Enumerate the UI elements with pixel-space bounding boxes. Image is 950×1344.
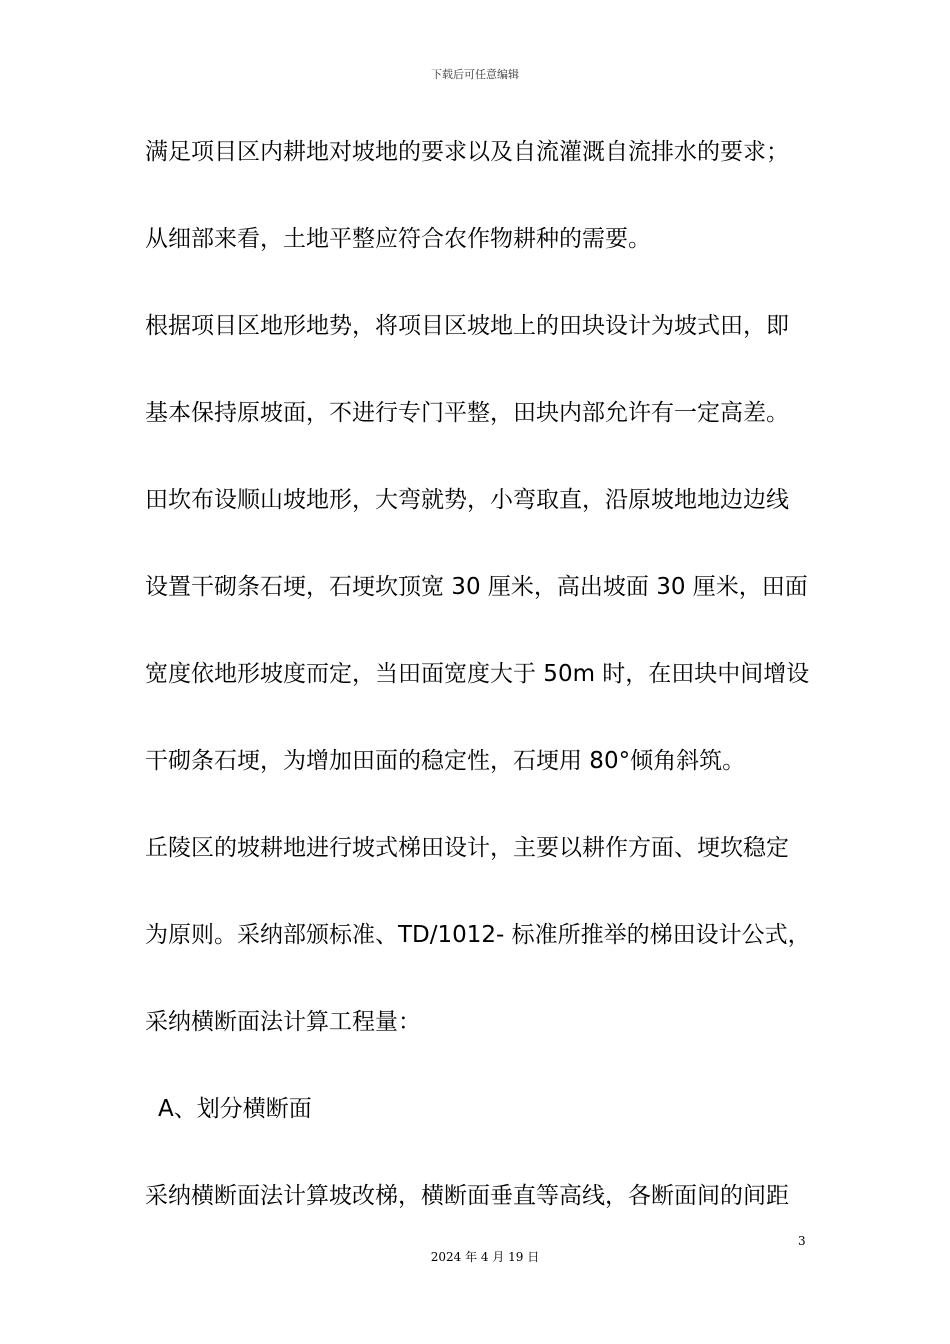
page-number: 3 — [798, 1234, 806, 1248]
body-line: 基本保持原坡面，不进行专门平整，田块内部允许有一定高差。 — [145, 400, 789, 426]
body-line: 满足项目区内耕地对坡地的要求以及自流灌溉自流排水的要求； — [145, 139, 789, 165]
body-line: 根据项目区地形地势，将项目区坡地上的田块设计为坡式田，即 — [145, 313, 789, 339]
body-line: 田坎布设顺山坡地形，大弯就势，小弯取直，沿原坡地地边边线 — [145, 487, 789, 513]
page-footer-date: 2024 年 4 月 19 日 — [430, 1250, 540, 1264]
section-heading: A、划分横断面 — [158, 1096, 312, 1122]
body-line: 从细部来看，土地平整应符合农作物耕种的需要。 — [145, 226, 651, 252]
body-line: 干砌条石埂，为增加田面的稳定性，石埂用 80°倾角斜筑。 — [145, 748, 746, 774]
body-line: 采纳横断面法计算工程量： — [145, 1009, 421, 1035]
body-line: 宽度依地形坡度而定，当田面宽度大于 50m 时，在田块中间增设 — [145, 661, 810, 687]
body-line: 设置干砌条石埂，石埂坎顶宽 30 厘米，高出坡面 30 厘米，田面 — [145, 574, 808, 600]
body-line: 为原则。采纳部颁标准、TD/1012- 标准所推举的梯田设计公式， — [145, 922, 811, 948]
page-header: 下载后可任意编辑 — [431, 68, 519, 81]
body-line: 丘陵区的坡耕地进行坡式梯田设计，主要以耕作方面、埂坎稳定 — [145, 835, 789, 861]
body-line: 采纳横断面法计算坡改梯，横断面垂直等高线，各断面间的间距 — [145, 1183, 789, 1209]
